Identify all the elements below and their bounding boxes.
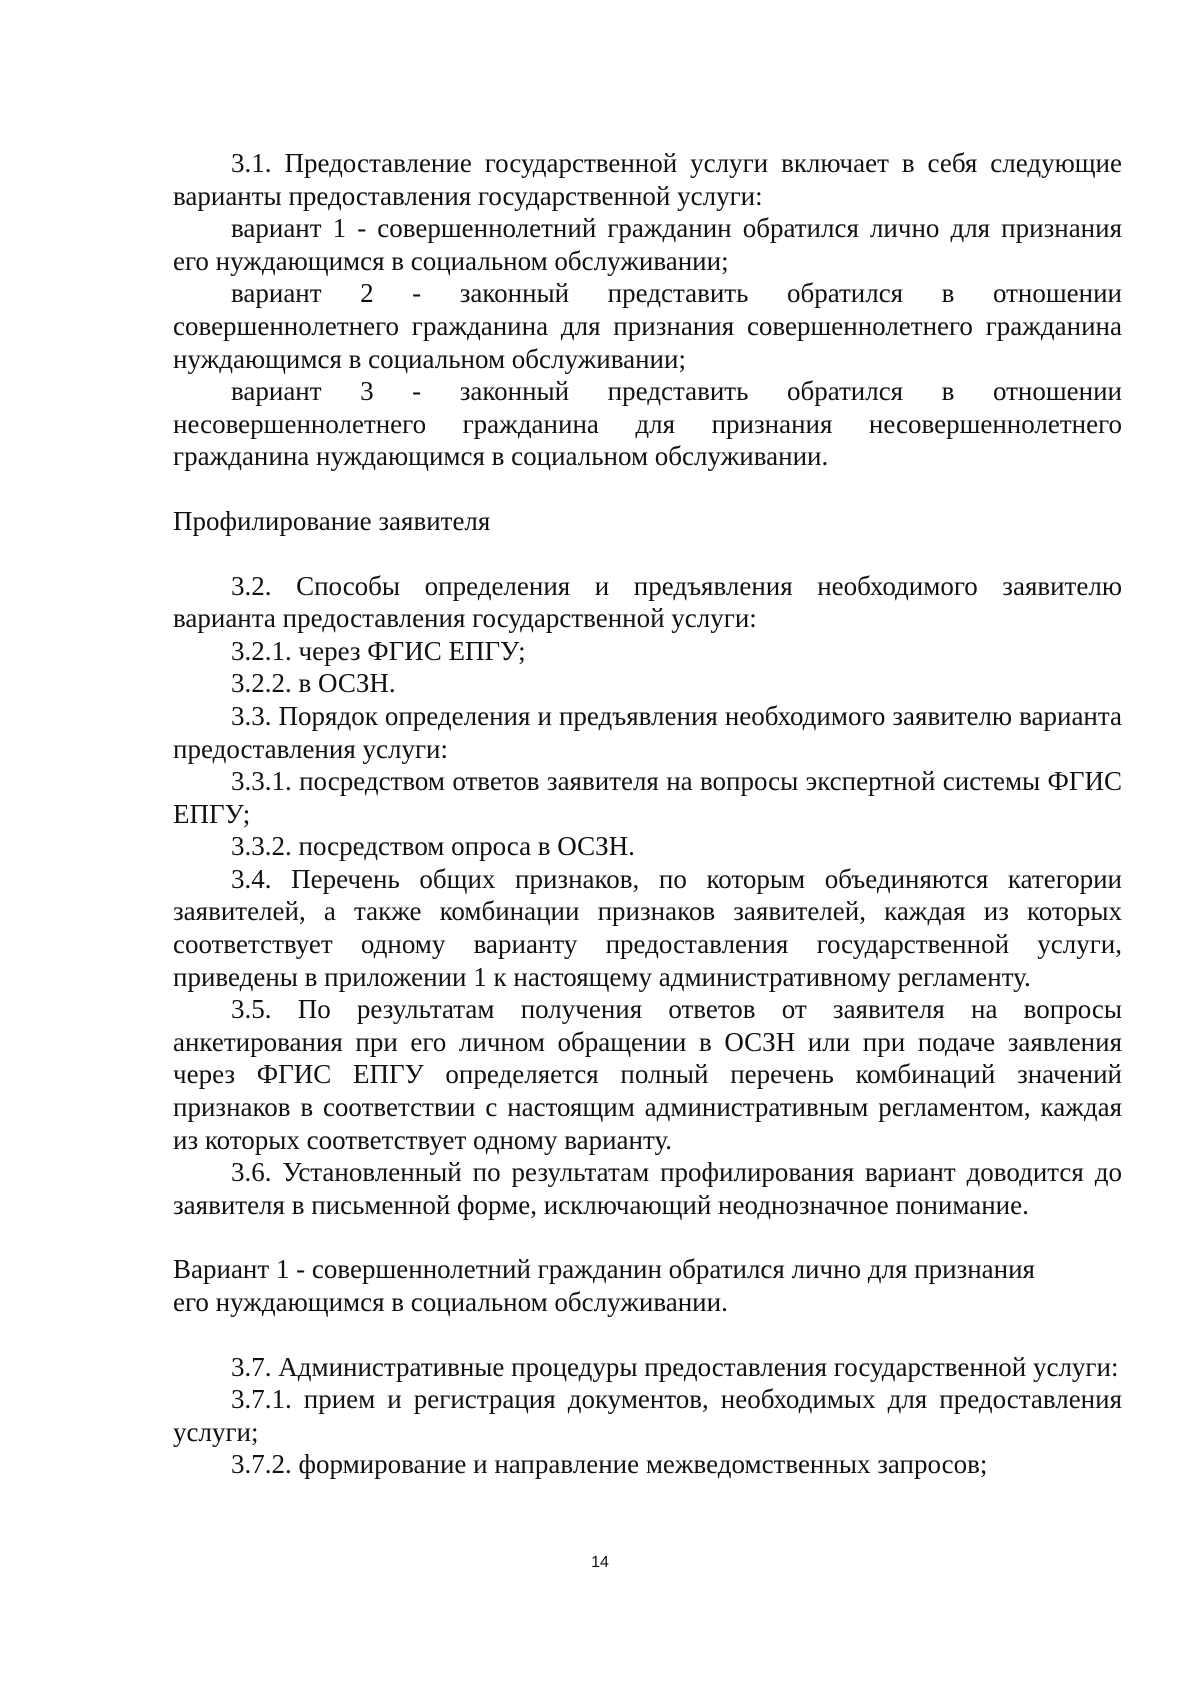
paragraph-3-3-1: 3.3.1. посредством ответов заявителя на вопросы экспертной системы ФГИС ЕПГУ; bbox=[173, 766, 1122, 829]
paragraph-3-7-2: 3.7.2. формирование и направление межведомственных запросов; bbox=[231, 1449, 988, 1480]
paragraph-3-7-1: 3.7.1. прием и регистрация документов, необходимых для предоставления услуги; bbox=[173, 1384, 1122, 1447]
paragraph-variant-3: вариант 3 - законный представить обратился в отношении несовершеннолетнего гражданина для признания несовершеннолетнего гражданина нуждающимся в социальном обслуживании. bbox=[173, 376, 1122, 472]
paragraph-3-6: 3.6. Установленный по результатам профилирования вариант доводится до заявителя в письменной форме, исключающий неоднозначное понимание. bbox=[173, 1157, 1122, 1220]
spacer bbox=[173, 538, 1122, 570]
paragraph-3-4: 3.4. Перечень общих признаков, по которым объединяются категории заявителей, а также комбинации признаков заявителей, каждая из которых соответствует одному варианту предоставления государственной услуги, приведены в приложении 1 к настоящему административному регламенту. bbox=[173, 863, 1122, 992]
section-heading-variant-1-line-2: его нуждающимся в социальном обслуживании. bbox=[173, 1287, 728, 1317]
section-heading-variant-1-line-1: Вариант 1 - совершеннолетний гражданин обратился лично для признания bbox=[173, 1254, 1035, 1285]
paragraph-3-5: 3.5. По результатам получения ответов от заявителя на вопросы анкетирования при его личном обращении в ОСЗН или при подаче заявления через ФГИС ЕПГУ определяется полный перечень комбинаций значений признаков в соответствии с настоящим административным регламентом, каждая из которых соответствует одному варианту. bbox=[173, 994, 1122, 1155]
paragraph-3-2-1: 3.2.1. через ФГИС ЕПГУ; bbox=[231, 635, 526, 666]
spacer bbox=[173, 1221, 1122, 1253]
paragraph-3-7: 3.7. Административные процедуры предоставления государственной услуги: bbox=[231, 1351, 1119, 1382]
paragraph-3-1: 3.1. Предоставление государственной услуги включает в себя следующие варианты предоставления государственной услуги: bbox=[173, 148, 1122, 211]
spacer bbox=[173, 1319, 1122, 1351]
paragraph-variant-1: вариант 1 - совершеннолетний гражданин обратился лично для признания его нуждающимся в социальном обслуживании; bbox=[173, 213, 1122, 276]
page-number: 14 bbox=[591, 1554, 609, 1571]
paragraph-3-2: 3.2. Способы определения и предъявления необходимого заявителю варианта предоставления государственной услуги: bbox=[173, 570, 1122, 634]
page-body bbox=[173, 147, 1122, 1481]
paragraph-variant-2: вариант 2 - законный представить обратился в отношении совершеннолетнего гражданина для признания совершеннолетнего гражданина нуждающимся в социальном обслуживании; bbox=[173, 278, 1122, 374]
paragraph-3-3: 3.3. Порядок определения и предъявления необходимого заявителю варианта предоставления услуги: bbox=[173, 700, 1122, 764]
spacer bbox=[173, 473, 1122, 505]
section-heading-profiling: Профилирование заявителя bbox=[173, 505, 491, 536]
paragraph-3-3-2: 3.3.2. посредством опроса в ОСЗН. bbox=[231, 831, 635, 862]
paragraph-3-2-2: 3.2.2. в ОСЗН. bbox=[231, 668, 396, 699]
